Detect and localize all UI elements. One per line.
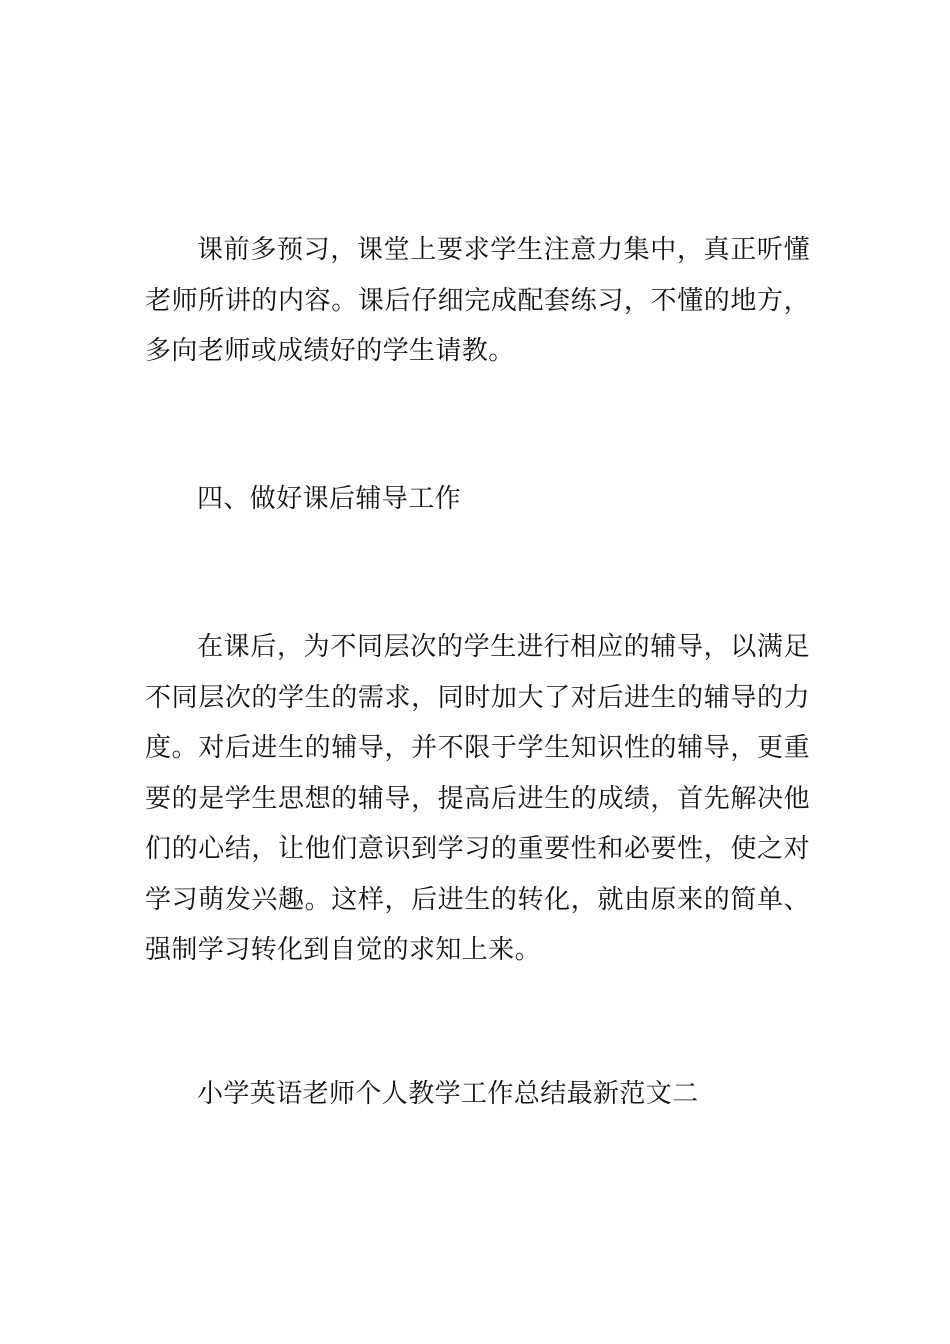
section-heading: 四、做好课后辅导工作 — [197, 484, 462, 514]
document-title-heading: 小学英语老师个人教学工作总结最新范文二 — [197, 1079, 699, 1109]
body-paragraph: 在课后，为不同层次的学生进行相应的辅导，以满足不同层次的学生的需求，同时加大了对后进生的辅导的力度。对后进生的辅导，并不限于学生知识性的辅导，更重要的是学生思想的辅导，提高后进生的成绩，首先解决他们的心结，让他们意识到学习的重要性和必要性，使之对学习萌发兴趣。这样，后进生的转化，就由原来的简单、强制学习转化到自觉的求知上来。 — [145, 632, 810, 965]
body-paragraph: 课前多预习，课堂上要求学生注意力集中，真正听懂老师所讲的内容。课后仔细完成配套练习，不懂的地方，多向老师或成绩好的学生请教。 — [145, 235, 810, 366]
